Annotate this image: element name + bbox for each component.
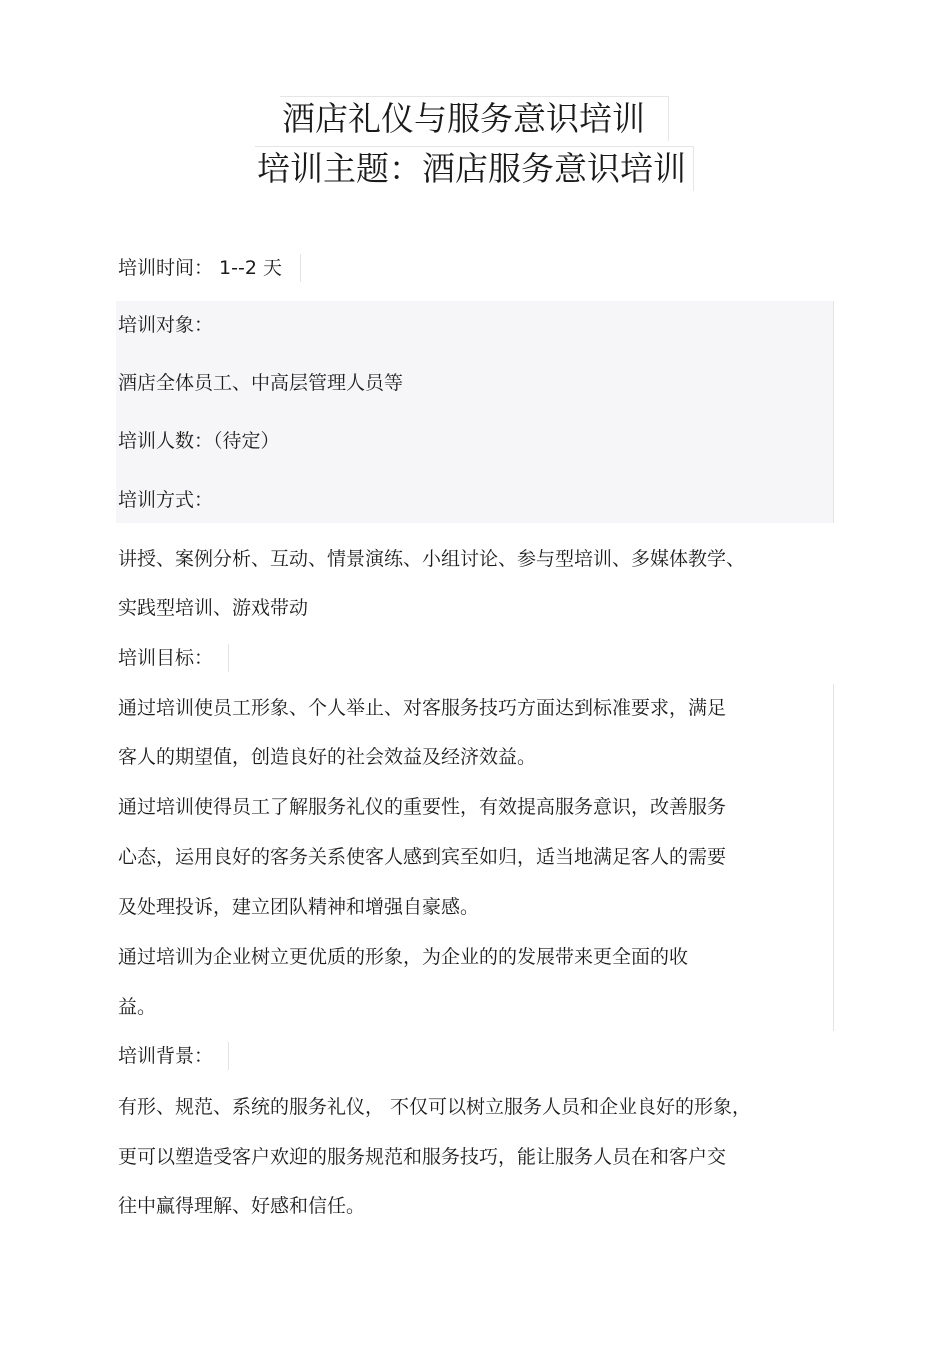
- goal-line: 通过培训为企业树立更优质的形象，为企业的的发展带来更全面的收: [118, 946, 689, 968]
- goal-label: 培训目标：: [118, 644, 229, 672]
- background-line: 有形、规范、系统的服务礼仪， 不仅可以树立服务人员和企业良好的形象，: [118, 1096, 752, 1118]
- target-label: 培训对象：: [118, 314, 214, 336]
- divider: [833, 684, 834, 1031]
- goal-line: 心态，运用良好的客务关系使客人感到宾至如归，适当地满足客人的需要: [118, 846, 727, 868]
- background-line: 更可以塑造受客户欢迎的服务规范和服务技巧，能让服务人员在和客户交: [118, 1146, 727, 1168]
- background-label: 培训背景：: [118, 1042, 229, 1070]
- training-count: 培训人数：（待定）: [118, 430, 280, 452]
- training-time: 培训时间： 1--2 天: [118, 254, 301, 282]
- highlight-block: [116, 301, 834, 523]
- target-value: 酒店全体员工、中高层管理人员等: [118, 372, 404, 394]
- background-line: 往中赢得理解、好感和信任。: [118, 1195, 366, 1217]
- goal-line: 客人的期望值，创造良好的社会效益及经济效益。: [118, 746, 537, 768]
- goal-line: 益。: [118, 996, 157, 1018]
- method-label: 培训方式：: [118, 489, 214, 511]
- goal-line: 通过培训使员工形象、个人举止、对客服务技巧方面达到标准要求，满足: [118, 697, 727, 719]
- goal-line: 通过培训使得员工了解服务礼仪的重要性，有效提高服务意识，改善服务: [118, 796, 727, 818]
- doc-title: 酒店礼仪与服务意识培训: [280, 96, 669, 141]
- doc-subtitle: 培训主题：酒店服务意识培训: [255, 146, 694, 191]
- goal-line: 及处理投诉，建立团队精神和增强自豪感。: [118, 896, 480, 918]
- method-line: 讲授、案例分析、互动、情景演练、小组讨论、参与型培训、多媒体教学、: [118, 548, 746, 570]
- method-line: 实践型培训、游戏带动: [118, 597, 309, 619]
